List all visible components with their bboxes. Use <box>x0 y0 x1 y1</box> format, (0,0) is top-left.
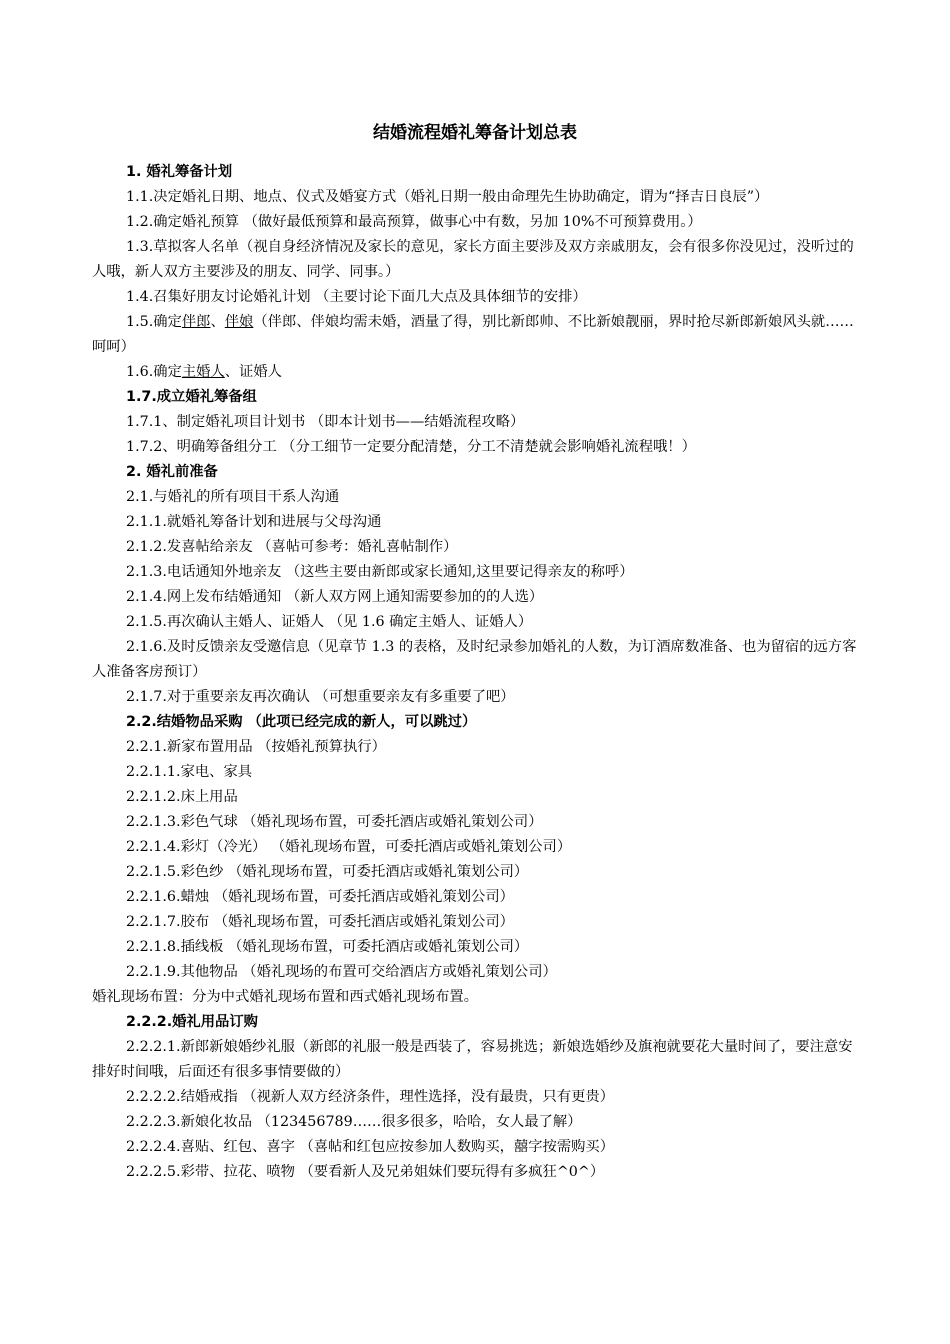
paragraph-s2-1-4: 2.1.4.网上发布结婚通知 （新人双方网上通知需要参加的的人选） <box>126 589 544 605</box>
paragraph-s1-1: 1.1.决定婚礼日期、地点、仪式及婚宴方式（婚礼日期一般由命理先生协助确定，谓为“择吉日良辰”） <box>126 189 769 205</box>
paragraph-s2-2-1-9: 2.2.1.9.其他物品 （婚礼现场的布置可交给酒店方或婚礼策划公司） <box>126 964 557 980</box>
paragraph-s1-7-1: 1.7.1、制定婚礼项目计划书 （即本计划书——结婚流程攻略） <box>126 414 525 430</box>
paragraph-s2-2-1-2: 2.2.1.2.床上用品 <box>126 789 238 805</box>
paragraph-s2-2-1-4: 2.2.1.4.彩灯（冷光） （婚礼现场布置，可委托酒店或婚礼策划公司） <box>126 839 572 855</box>
paragraph-s1-7-2: 1.7.2、明确筹备组分工 （分工细节一定要分配清楚，分工不清楚就会影响婚礼流程哦！） <box>126 439 696 455</box>
paragraph-s2-1-3: 2.1.3.电话通知外地亲友 （这些主要由新郎或家长通知,这里要记得亲友的称呼） <box>126 564 634 580</box>
paragraph-s2-2-2-4: 2.2.2.4.喜贴、红包、喜字 （喜帖和红包应按参加人数购买，囍字按需购买） <box>126 1139 615 1155</box>
link-s1-6-a[interactable]: 主婚人 <box>181 364 225 380</box>
paragraph-s2-2-1-1: 2.2.1.1.家电、家具 <box>126 764 253 780</box>
text-segment: 、证婚人 <box>224 364 282 380</box>
paragraph-s2-1-1: 2.1.1.就婚礼筹备计划和进展与父母沟通 <box>126 514 382 530</box>
paragraph-s2-2: 2.2.结婚物品采购 （此项已经完成的新人，可以跳过） <box>126 714 477 730</box>
paragraph-s2-1: 2.1.与婚礼的所有项目干系人沟通 <box>126 489 340 505</box>
paragraph-s2-2-1-8: 2.2.1.8.插线板 （婚礼现场布置，可委托酒店或婚礼策划公司） <box>126 939 529 955</box>
text-segment: 、 <box>210 314 225 330</box>
paragraph-s2: 2. 婚礼前准备 <box>126 464 218 480</box>
paragraph-s2-1-2: 2.1.2.发喜帖给亲友 （喜帖可参考：婚礼喜帖制作） <box>126 539 458 555</box>
paragraph-s1: 1. 婚礼筹备计划 <box>126 164 233 180</box>
paragraph-s1-5 <box>92 310 862 360</box>
link-s1-5-a[interactable]: 伴郎 <box>181 314 211 330</box>
paragraph-s2-2-1-6: 2.2.1.6.蜡烛 （婚礼现场布置，可委托酒店或婚礼策划公司） <box>126 889 514 905</box>
paragraph-s1-4: 1.4.召集好朋友讨论婚礼计划 （主要讨论下面几大点及具体细节的安排） <box>126 289 587 305</box>
paragraph-s2-2-2-5: 2.2.2.5.彩带、拉花、喷物 （要看新人及兄弟姐妹们要玩得有多疯狂^0^） <box>126 1164 605 1180</box>
paragraph-s2-2-2-1: 2.2.2.1.新郎新娘婚纱礼服（新郎的礼服一般是西装了，容易挑选；新娘选婚纱及旗袍就要花大量时间了，要注意安排好时间哦，后面还有很多事情要做的） <box>92 1039 853 1080</box>
link-s1-5-b[interactable]: 伴娘 <box>224 314 254 330</box>
text-segment: 1.5.确定 <box>126 314 182 330</box>
paragraph-note: 婚礼现场布置：分为中式婚礼现场布置和西式婚礼现场布置。 <box>92 989 479 1005</box>
paragraph-s2-2-1-7: 2.2.1.7.胶布 （婚礼现场布置，可委托酒店或婚礼策划公司） <box>126 914 514 930</box>
paragraph-s2-2-1: 2.2.1.新家布置用品 （按婚礼预算执行） <box>126 739 386 755</box>
paragraph-s2-2-2: 2.2.2.婚礼用品订购 <box>126 1014 258 1030</box>
paragraph-s2-1-7: 2.1.7.对于重要亲友再次确认 （可想重要亲友有多重要了吧） <box>126 689 515 705</box>
text-segment: （伴郎、伴娘均需未婚，酒量了得，别比新郎帅、不比新娘靓丽，界时抢尽新郎新娘风头就……呵呵） <box>92 314 854 355</box>
paragraph-s2-2-2-2: 2.2.2.2.结婚戒指 （视新人双方经济条件，理性选择，没有最贵，只有更贵） <box>126 1089 615 1105</box>
text-segment: 1.6.确定 <box>126 364 182 380</box>
paragraph-s2-2-1-3: 2.2.1.3.彩色气球 （婚礼现场布置，可委托酒店或婚礼策划公司） <box>126 814 543 830</box>
paragraph-s1-2: 1.2.确定婚礼预算 （做好最低预算和最高预算，做事心中有数，另加 10%不可预算费用。） <box>126 214 702 230</box>
paragraph-s1-3: 1.3.草拟客人名单（视自身经济情况及家长的意见，家长方面主要涉及双方亲戚朋友，会有很多你没见过，没听过的人哦，新人双方主要涉及的朋友、同学、同事。） <box>92 239 854 280</box>
paragraph-s2-1-5: 2.1.5.再次确认主婚人、证婚人 （见 1.6 确定主婚人、证婚人） <box>126 614 533 630</box>
paragraph-s2-1-6: 2.1.6.及时反馈亲友受邀信息（见章节 1.3 的表格，及时纪录参加婚礼的人数，为订酒席数准备、也为留宿的远方客人准备客房预订） <box>92 639 857 680</box>
paragraph-s2-2-2-3: 2.2.2.3.新娘化妆品 （123456789……很多很多，哈哈，女人最了解） <box>126 1114 582 1130</box>
document-title: 结婚流程婚礼筹备计划总表 <box>373 123 577 143</box>
paragraph-s2-2-1-5: 2.2.1.5.彩色纱 （婚礼现场布置，可委托酒店或婚礼策划公司） <box>126 864 529 880</box>
paragraph-s1-7: 1.7.成立婚礼筹备组 <box>126 389 257 405</box>
paragraph-s1-6 <box>92 360 862 385</box>
document-body <box>92 160 862 1185</box>
